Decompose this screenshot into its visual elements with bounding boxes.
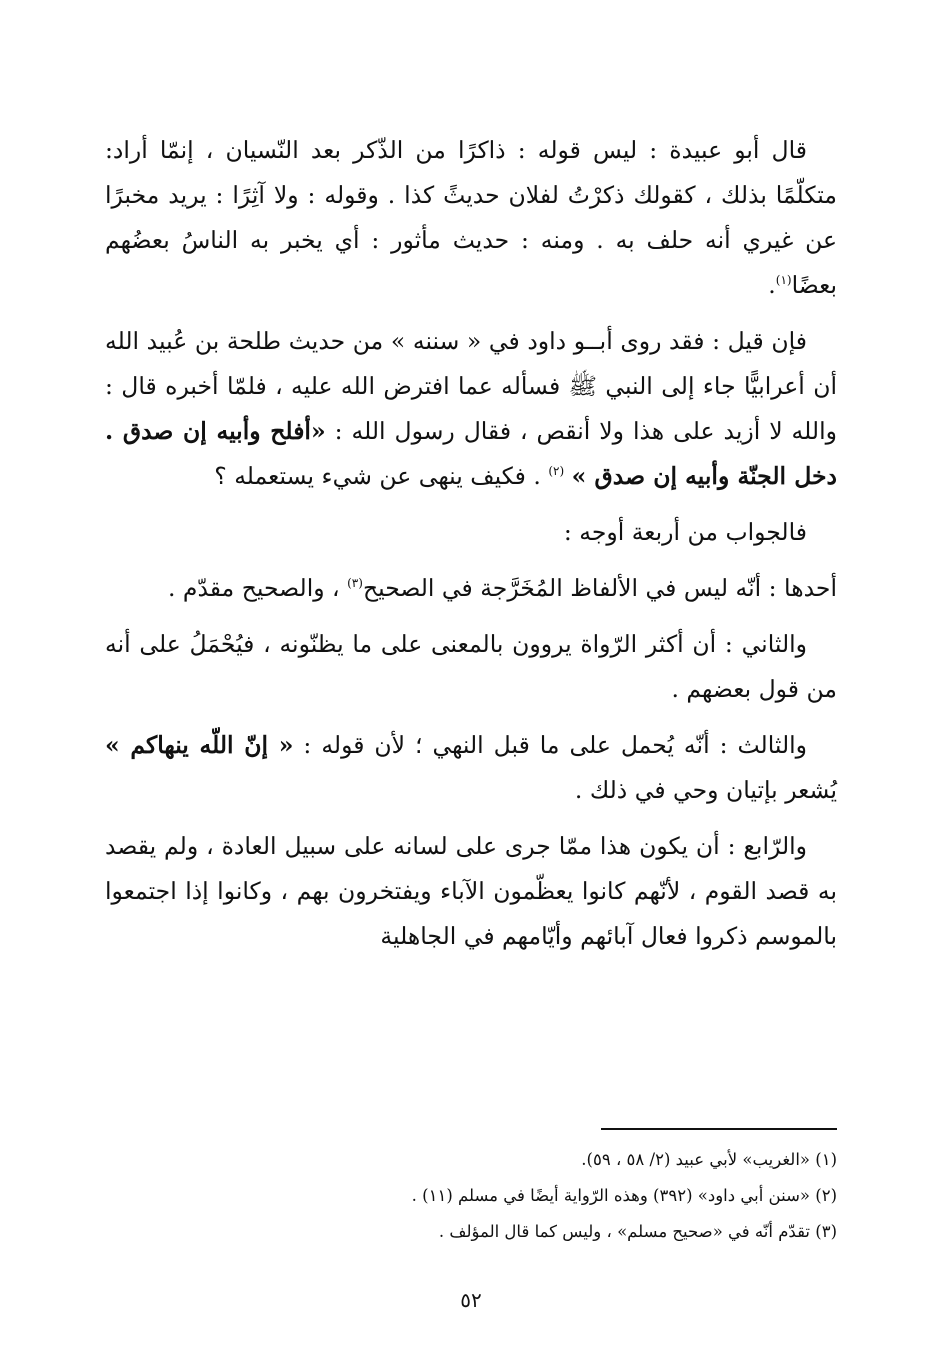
paragraph-second-reason: والثاني : أن أكثر الرّواة يروون بالمعنى على ما يظنّونه ، فيُحْمَلُ على أنه من قول بعضهم . <box>105 630 837 703</box>
footnote-separator <box>601 1128 837 1130</box>
footnote-3: (٣) تقدّم أنّه في «صحيح مسلم» ، وليس كما قال المؤلف . <box>438 1222 837 1241</box>
main-text <box>105 128 837 970</box>
footnote-ref-1[interactable]: (١) <box>775 273 792 288</box>
footnote-2: (٢) «سنن أبي داود» (٣٩٢) وهذه الرّواية أيضًا في مسلم (١١) . <box>411 1186 837 1205</box>
paragraph-fourth-reason: والرّابع : أن يكون هذا ممّا جرى على لسانه على سبيل العادة ، ولم يقصد به قصد القوم ، لأنّهم كانوا يعظّمون الآباء ويفتخرون بهم ، وكانوا إذا اجتمعوا بالموسم ذكروا فعال آبائهم وأيّامهم في الجاهلية <box>105 832 837 950</box>
footnote-ref-2[interactable]: (٢) <box>548 464 565 479</box>
footnote-1: (١) «الغريب» لأبي عبيد (٢/ ٥٨ ، ٥٩). <box>581 1150 837 1169</box>
paragraph-answer-intro: فالجواب من أربعة أوجه : <box>563 518 807 546</box>
page-number: ٥٢ <box>460 1288 482 1312</box>
footnotes <box>105 1142 837 1250</box>
paragraph-objection: فإن قيل : فقد روى أبــو داود في « سننه » من حديث طلحة بن عُبيد الله أن أعرابيًّا جاء إلى النبي ﷺ فسأله عما افترض الله عليه ، فلمّا أخبره قال : والله لا أزيد على هذا ولا أنقص ، فقال رسول الله : «أفلح وأبيه إن صدق . دخل الجنّة وأبيه إن صدق » $^{(٢)}$ . فكيف ينهى عن شيء يستعمله ؟ <box>105 327 837 490</box>
footnote-ref-3[interactable]: (٣) <box>347 576 363 591</box>
paragraph-third-reason: والثالث : أنّه يُحمل على ما قبل النهي ؛ لأن قوله : « إنّ اللّه ينهاكم » يُشعر بإتيان وحي في ذلك . <box>105 731 837 804</box>
hadith-quote: «أفلح وأبيه إن صدق . دخل الجنّة وأبيه إن صدق » <box>105 417 837 490</box>
paragraph-abu-ubayda: قال أبو عبيدة : ليس قوله : ذاكرًا من الذّكر بعد النّسيان ، إنمّا أراد: متكلّمًا بذلك ، كقولك ذكرْتُ لفلان حديثً كذا . وقوله : ولا آثِرًا : يريد مخبرًا عن غيري أنه حلف به . ومنه : حديث مأثور : أي يخبر به الناسُ بعضُهم بعضًا$^{(١)}$. <box>105 136 837 299</box>
hadith-phrase: « إنّ اللّه ينهاكم » <box>105 731 294 759</box>
paragraph-first-reason: أحدها : أنّه ليس في الألفاظ المُخَرَّجة في الصحيح$^{(٣)}$ ، والصحيح مقدّم . <box>167 574 837 602</box>
